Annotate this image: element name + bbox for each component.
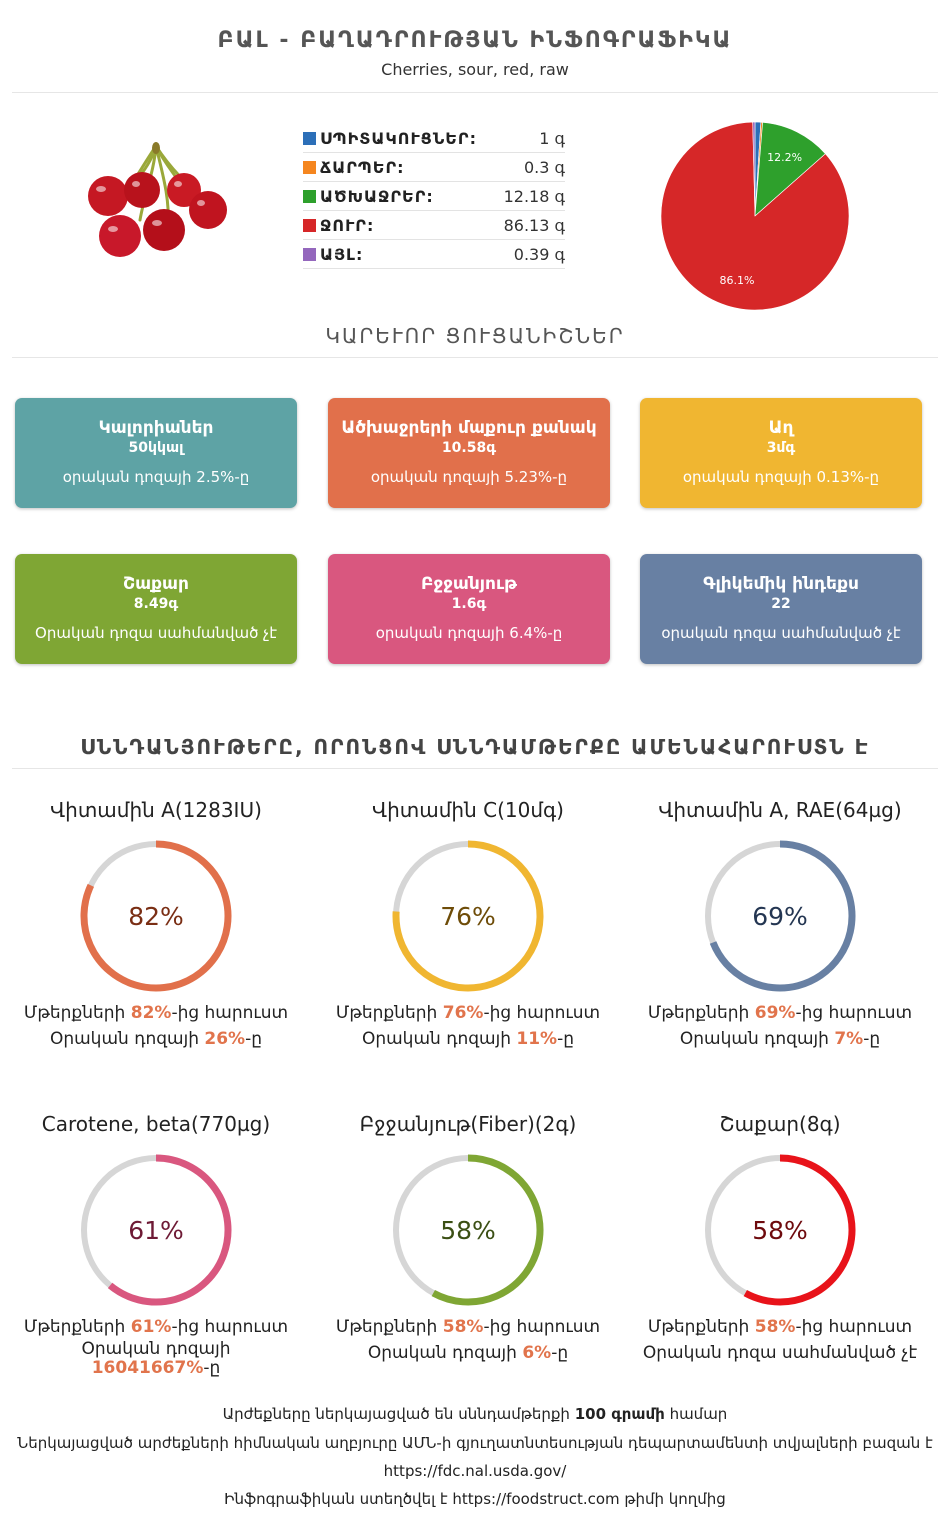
ring-percent-label: 82% xyxy=(128,902,184,931)
card-glycemic-index xyxy=(640,554,922,664)
card-daily-value: օրական դոզա սահմանված չէ xyxy=(661,624,901,642)
card-value: 22 xyxy=(771,596,791,612)
composition-pie-chart xyxy=(655,116,855,316)
daily-value-line: Օրական դոզայի 6%-ը xyxy=(367,1343,569,1363)
ring-percent-label: 58% xyxy=(440,1216,496,1245)
nutrient-sugar xyxy=(624,1112,936,1366)
nutrient-ring xyxy=(700,836,860,996)
water-swatch xyxy=(303,219,316,232)
daily-value-line: Օրական դոզայի 26%-ը xyxy=(49,1029,263,1049)
composition-value: 0.3 գ xyxy=(523,157,565,177)
composition-label: ՃԱՐՊԵՐ: xyxy=(320,157,405,177)
other-swatch xyxy=(303,248,316,261)
rich-foods-line: Մթերքների 69%-ից հարուստ xyxy=(647,1003,913,1023)
composition-value: 1 գ xyxy=(539,128,565,148)
composition-label: ՍՊԻՏԱԿՈՒՑՆԵՐ: xyxy=(320,128,477,148)
food-name: Cherries, sour, red, raw xyxy=(381,60,569,79)
card-daily-value: օրական դոզայի 6.4%-ը xyxy=(375,624,563,642)
rich-foods-line: Մթերքների 82%-ից հարուստ xyxy=(23,1003,289,1023)
nutrient-vitamin-a-rae xyxy=(624,798,936,1052)
composition-row-water xyxy=(303,211,565,240)
cherry-image xyxy=(80,138,230,268)
card-calories xyxy=(15,398,297,508)
composition-label: ԱԾԽԱՋՐԵՐ: xyxy=(320,186,434,206)
composition-row-other xyxy=(303,240,565,269)
card-daily-value: օրական դոզայի 5.23%-ը xyxy=(370,468,568,486)
composition-value: 86.13 գ xyxy=(503,215,565,235)
card-title: Աղ xyxy=(768,418,794,438)
ring-percent-label: 58% xyxy=(752,1216,808,1245)
composition-value: 12.18 գ xyxy=(503,186,565,206)
rich-foods-line: Մթերքների 58%-ից հարուստ xyxy=(647,1317,913,1337)
nutrient-ring xyxy=(76,1150,236,1310)
composition-table xyxy=(303,124,565,269)
nutrient-ring xyxy=(388,836,548,996)
ring-percent-label: 61% xyxy=(128,1216,184,1245)
nutrient-title: Վիտամին C(10մգ) xyxy=(372,798,564,822)
composition-value: 0.39 գ xyxy=(513,244,565,264)
card-title: Շաքար xyxy=(123,574,189,594)
card-title: Ածխաջրերի մաքուր քանակ xyxy=(341,418,597,438)
composition-label: ԱՅԼ: xyxy=(320,244,364,264)
card-title: Բջջանյութ xyxy=(421,574,517,594)
rich-foods-line: Մթերքների 61%-ից հարուստ xyxy=(23,1317,289,1337)
card-daily-value: օրական դոզայի 0.13%-ը xyxy=(682,468,880,486)
nutrient-ring xyxy=(388,1150,548,1310)
nutrient-vitamin-c xyxy=(312,798,624,1052)
nutrient-title: Բջջանյութ(Fiber)(2գ) xyxy=(359,1112,577,1136)
nutrient-title: Շաքար(8գ) xyxy=(719,1112,841,1136)
daily-value-line: Օրական դոզա սահմանված չէ xyxy=(642,1343,918,1363)
nutrient-title: Վիտամին A, RAE(64µg) xyxy=(658,798,902,822)
pie-label-water: 86.1% xyxy=(719,274,755,288)
composition-row-fat xyxy=(303,153,565,182)
composition-row-carbs xyxy=(303,182,565,211)
nutrient-carotene-beta xyxy=(0,1112,312,1378)
card-value: 10.58գ xyxy=(441,440,497,456)
divider xyxy=(12,357,938,358)
composition-row-protein xyxy=(303,124,565,153)
daily-value-line: Օրական դոզայի 11%-ը xyxy=(361,1029,575,1049)
card-sugar xyxy=(15,554,297,664)
nutrient-title: Carotene, beta(770µg) xyxy=(41,1112,271,1136)
rich-foods-line: Մթերքների 58%-ից հարուստ xyxy=(335,1317,601,1337)
page-title: ԲԱԼ - ԲԱՂԱԴՐՈՒԹՅԱՆ ԻՆՖՈԳՐԱՖԻԿԱ xyxy=(217,28,733,53)
composition-label: ՋՈՒՐ: xyxy=(320,215,375,235)
key-indicators-title: ԿԱՐԵՒՈՐ ՑՈՒՑԱՆԻՇՆԵՐ xyxy=(325,324,625,348)
nutrient-vitamin-a xyxy=(0,798,312,1052)
daily-value-line: Օրական դոզայի 7%-ը xyxy=(679,1029,881,1049)
nutrient-fiber xyxy=(312,1112,624,1366)
nutrient-ring xyxy=(700,1150,860,1310)
footer-credit: Ինֆոգրաֆիկան ստեղծվել է https://foodstruct.com թիմի կողմից xyxy=(224,1490,726,1508)
ring-percent-label: 69% xyxy=(752,902,808,931)
card-value: 1.6գ xyxy=(451,596,487,612)
divider xyxy=(12,92,938,93)
card-salt xyxy=(640,398,922,508)
card-daily-value: օրական դոզայի 2.5%-ը xyxy=(62,468,250,486)
card-fiber xyxy=(328,554,610,664)
card-value: 3մգ xyxy=(766,440,796,456)
card-net-carbs xyxy=(328,398,610,508)
nutrient-ring xyxy=(76,836,236,996)
card-daily-value: Օրական դոզա սահմանված չէ xyxy=(35,624,277,642)
nutrient-title: Վիտամին A(1283IU) xyxy=(50,798,262,822)
footer-source: Ներկայացված արժեքների հիմնական աղբյուրը ԱՄՆ-ի գյուղատնտեսության դեպարտամենտի տվյալների բազան է xyxy=(17,1434,933,1452)
carbs-swatch xyxy=(303,190,316,203)
rich-nutrients-title: ՍՆՆԴԱՆՅՈՒԹԵՐԸ, ՈՐՈՆՑՈՎ ՍՆՆԴԱՄԹԵՐՔԸ ԱՄԵՆԱՀԱՐՈՒՍՏՆ Է xyxy=(80,735,870,759)
card-title: Գլիկեմիկ ինդեքս xyxy=(703,574,859,594)
divider xyxy=(12,768,938,769)
footer-note-serving: Արժեքները ներկայացված են սննդամթերքի 100 գրամի համար xyxy=(222,1405,728,1423)
card-value: 8.49գ xyxy=(133,596,179,612)
card-title: Կալորիաներ xyxy=(98,418,214,438)
protein-swatch xyxy=(303,132,316,145)
daily-value-line: Օրական դոզայի 16041667%-ը xyxy=(81,1339,231,1378)
fat-swatch xyxy=(303,161,316,174)
footer-source-link[interactable]: https://fdc.nal.usda.gov/ xyxy=(383,1462,567,1480)
ring-percent-label: 76% xyxy=(440,902,496,931)
rich-foods-line: Մթերքների 76%-ից հարուստ xyxy=(335,1003,601,1023)
pie-label-carbs: 12.2% xyxy=(767,150,803,164)
card-value: 50կկալ xyxy=(128,440,184,456)
